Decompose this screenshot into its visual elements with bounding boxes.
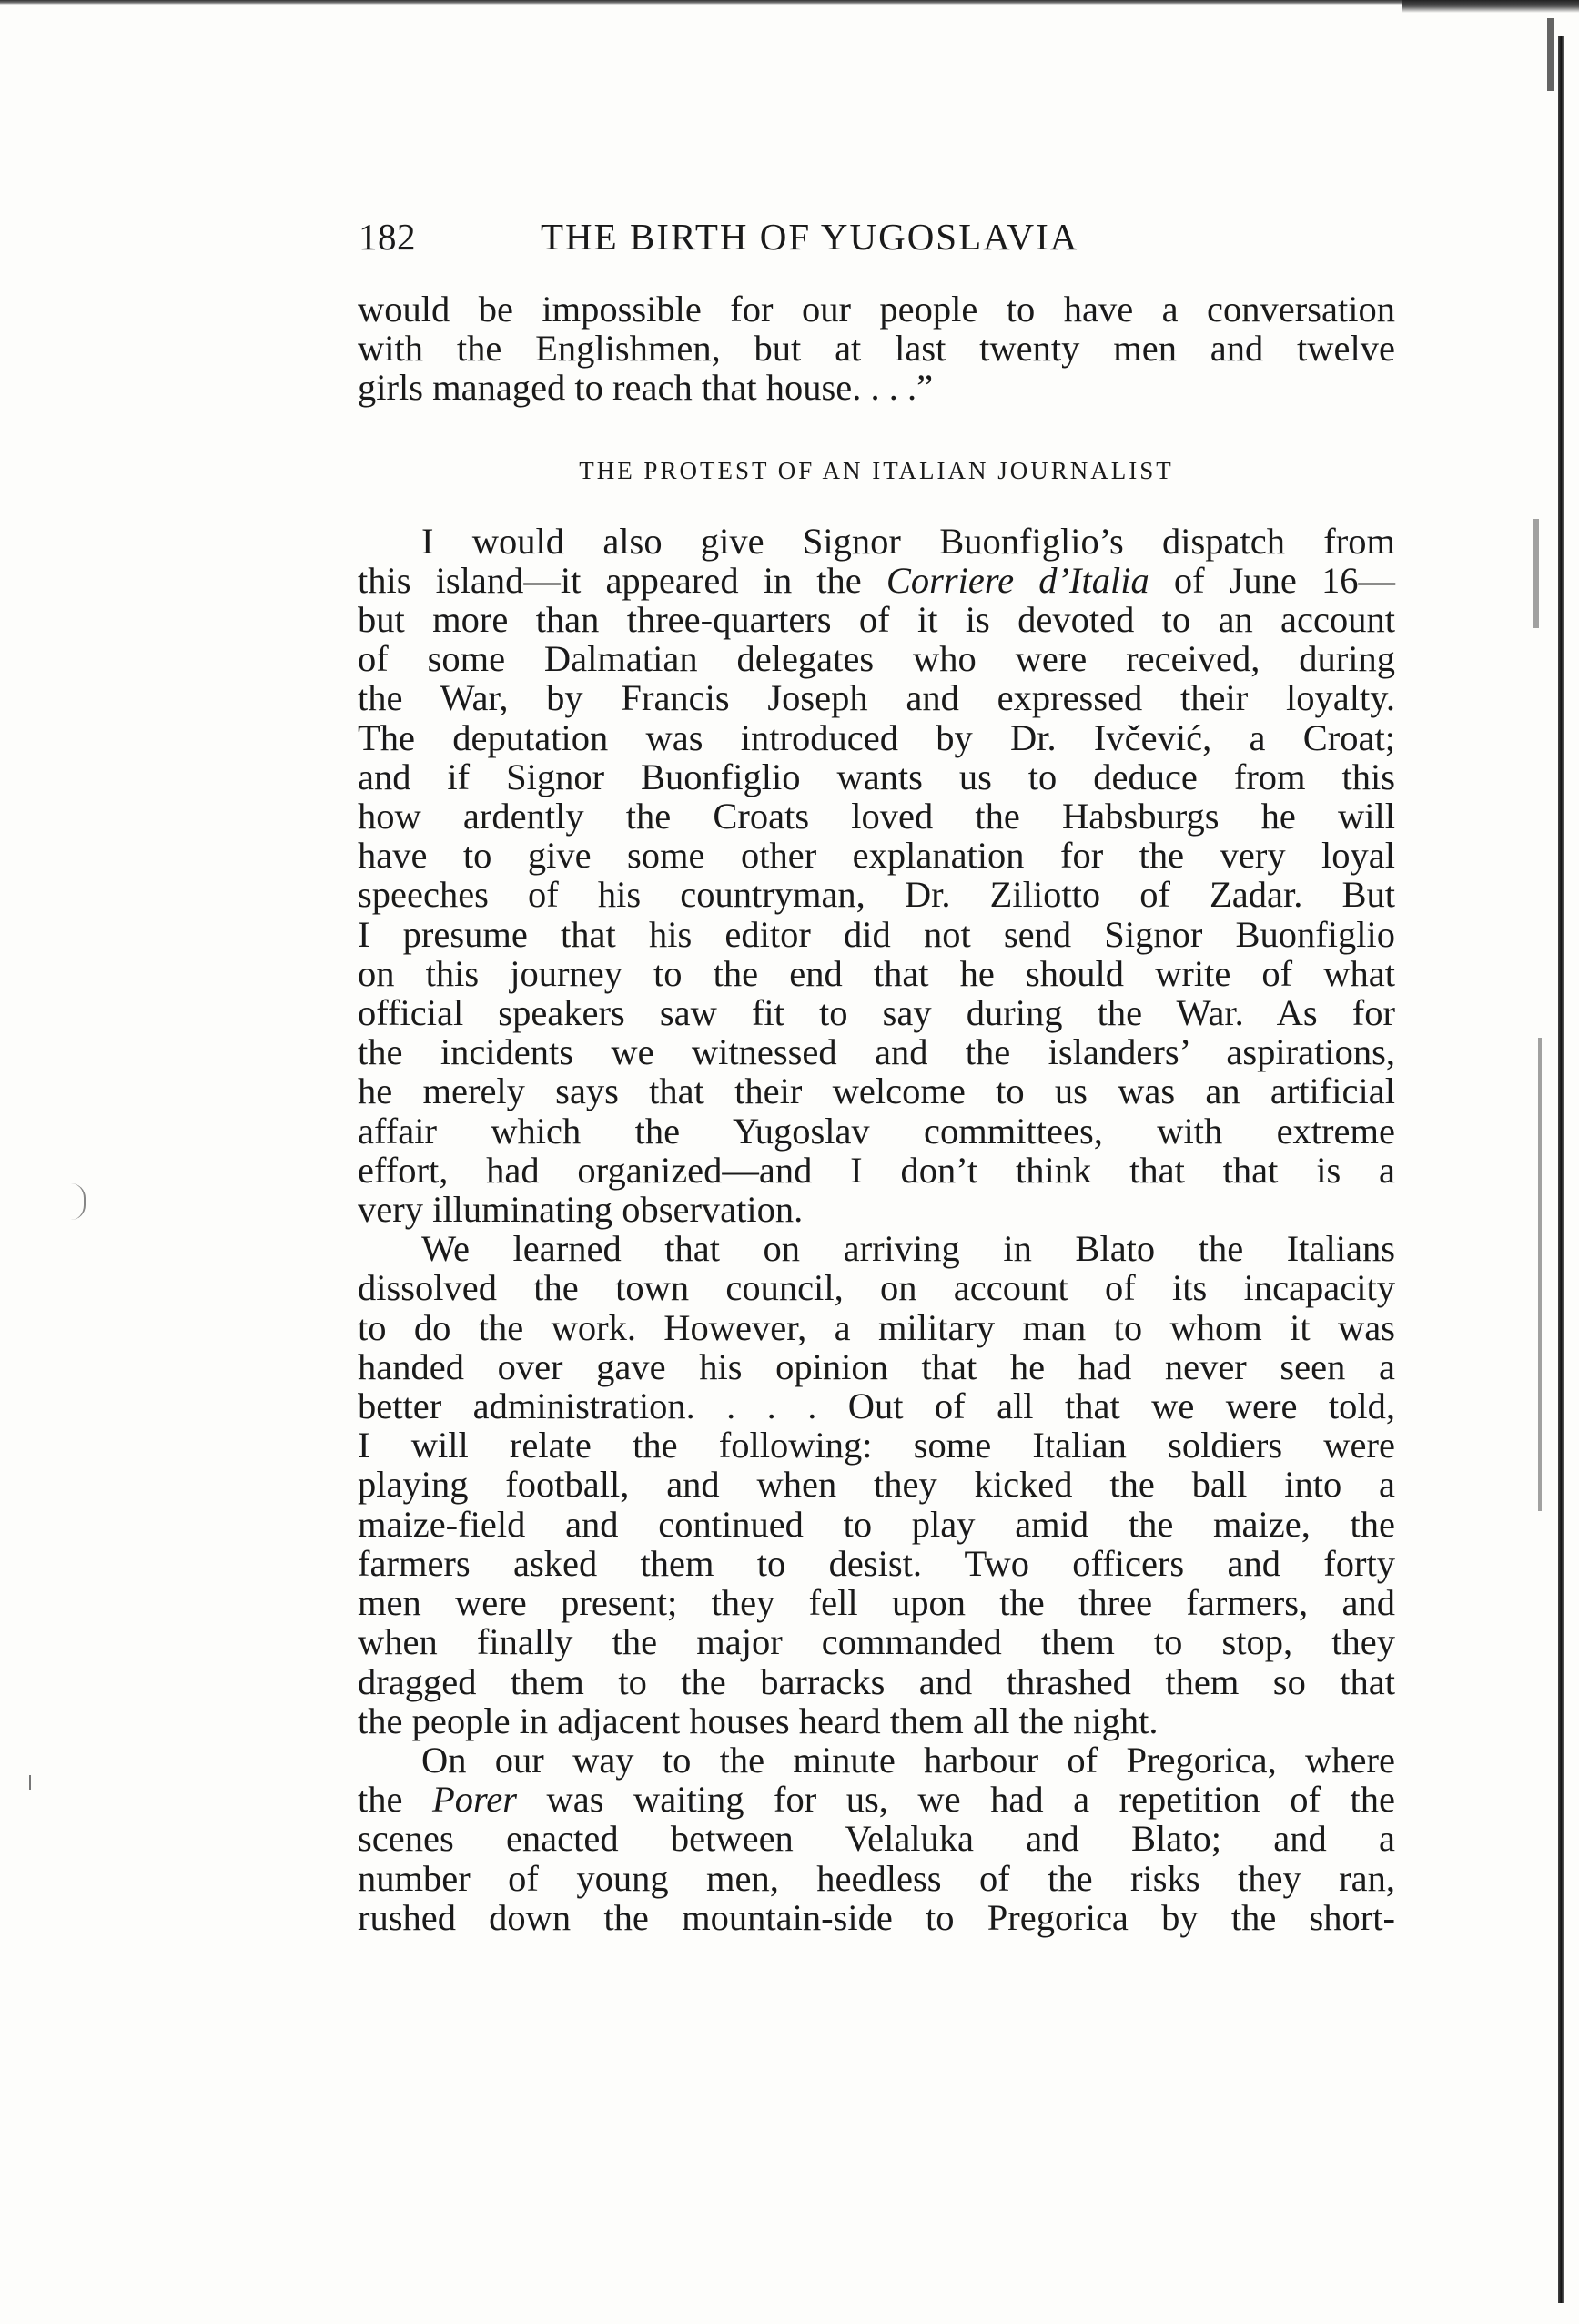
text-line: girls managed to reach that house. . . .” xyxy=(358,367,934,409)
scan-edge-right xyxy=(1558,36,1564,2303)
text-line xyxy=(358,1780,1395,1819)
text-line: I would also give Signor Buonfiglio’s dispatch from xyxy=(421,520,1395,562)
scan-speckle xyxy=(1533,519,1539,628)
text-line: with the Englishmen, but at last twenty men and twelve xyxy=(358,328,1395,370)
text-line: affair which the Yugoslav committees, with extreme xyxy=(358,1110,1395,1152)
text-line: better administration. . . . Out of all that we were told, xyxy=(358,1385,1395,1427)
text-line: number of young men, heedless of the risks they ran, xyxy=(358,1857,1395,1899)
text-line: playing football, and when they kicked the ball into a xyxy=(358,1464,1395,1506)
scan-stray-tick xyxy=(29,1775,31,1790)
text-run: the xyxy=(358,1779,432,1821)
text-line: effort, had organized—and I don’t think that that is a xyxy=(358,1149,1395,1191)
scan-edge-corner xyxy=(1402,0,1579,13)
text-line: the incidents we witnessed and the islanders’ aspirations, xyxy=(358,1031,1395,1073)
text-line: On our way to the minute harbour of Pregorica, where xyxy=(421,1739,1395,1781)
text-line: We learned that on arriving in Blato the Italians xyxy=(421,1228,1395,1270)
page-number: 182 xyxy=(359,216,416,258)
text-line: I presume that his editor did not send Signor Buonfiglio xyxy=(358,913,1395,955)
paragraph-2 xyxy=(358,1229,1395,1740)
newspaper-title: Corriere d’Italia xyxy=(886,559,1149,601)
paragraph-1 xyxy=(358,522,1395,1230)
text-line: the War, by Francis Joseph and expressed their loyalty. xyxy=(358,677,1395,719)
section-heading-text: THE PROTEST OF AN ITALIAN JOURNALIST xyxy=(579,456,1174,484)
text-line: The deputation was introduced by Dr. Ivčević, a Croat; xyxy=(358,716,1395,758)
scan-edge-top xyxy=(0,0,1402,5)
text-line: maize-field and continued to play amid the maize, the xyxy=(358,1503,1395,1545)
text-line: but more than three-quarters of it is devoted to an account xyxy=(358,599,1395,641)
text-line: very illuminating observation. xyxy=(358,1189,804,1231)
text-line xyxy=(358,561,1395,600)
section-heading xyxy=(358,456,1395,485)
paragraph-3 xyxy=(358,1740,1395,1937)
text-line: have to give some other explanation for the very loyal xyxy=(358,835,1395,877)
text-run: of June 16— xyxy=(1149,559,1395,601)
opening-paragraph xyxy=(358,289,1395,408)
text-run: was waiting for us, we had a repetition of the xyxy=(516,1779,1395,1821)
text-line: farmers asked them to desist. Two officers and forty xyxy=(358,1542,1395,1584)
text-line: dragged them to the barracks and thrashed them so that xyxy=(358,1660,1395,1702)
text-line: scenes enacted between Velaluka and Blato; and a xyxy=(358,1818,1395,1860)
text-line: men were present; they fell upon the three farmers, and xyxy=(358,1582,1395,1624)
body-text xyxy=(358,289,1395,1937)
text-line: he merely says that their welcome to us was an artificial xyxy=(358,1071,1395,1112)
text-line: handed over gave his opinion that he had never seen a xyxy=(358,1345,1395,1387)
text-run: this island—it appeared in the xyxy=(358,559,886,601)
running-head xyxy=(359,215,1396,260)
text-line: I will relate the following: some Italian soldiers were xyxy=(358,1425,1395,1466)
text-line: the people in adjacent houses heard them all the night. xyxy=(358,1700,1159,1741)
text-line: rushed down the mountain-side to Pregorica by the short- xyxy=(358,1896,1395,1938)
text-line: of some Dalmatian delegates who were received, during xyxy=(358,638,1395,680)
text-line: official speakers saw fit to say during the War. As for xyxy=(358,992,1395,1034)
text-line: speeches of his countryman, Dr. Ziliotto of Zadar. But xyxy=(358,874,1395,916)
ship-name: Porer xyxy=(432,1779,517,1821)
text-line: how ardently the Croats loved the Habsburgs he will xyxy=(358,796,1395,837)
scan-speckle xyxy=(1538,1038,1542,1511)
book-title: THE BIRTH OF YUGOSLAVIA xyxy=(541,216,1079,258)
text-line: and if Signor Buonfiglio wants us to deduce from this xyxy=(358,756,1395,797)
text-line: when finally the major commanded them to stop, they xyxy=(358,1621,1395,1663)
scan-stray-mark xyxy=(71,1183,86,1220)
text-line: dissolved the town council, on account of its incapacity xyxy=(358,1267,1395,1309)
text-line: to do the work. However, a military man to whom it was xyxy=(358,1306,1395,1348)
text-line: on this journey to the end that he should write of what xyxy=(358,952,1395,994)
scan-edge-right-top xyxy=(1547,18,1554,91)
text-line: would be impossible for our people to have a conversation xyxy=(358,289,1395,330)
